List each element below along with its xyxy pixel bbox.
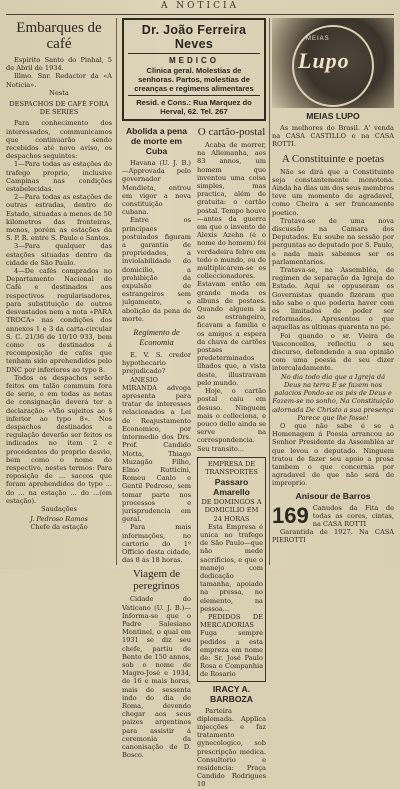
ad-title-lupo: MEIAS LUPO [306,111,360,121]
signature-role: Chefe da estação [30,523,88,532]
body-para: 4—De cafés comprados no Departamento Nacional do Café e destinados aos respectivos regularisadores, para substituição de outros desvastados nem a nota «PARA TROCA» nas condições dos annexos 1 e 3 da carta-circular S. C. 21/36 de 10/10 933, bem como os destinados á recomposição de cafés que tenham sido aprehendidos pelo DNC por inferiores ao typo 8. [6,267,112,374]
body-para: Entre os principaes postulados figuram a garantia de propriedades, a inviolabilidade do domicilio, a prohibição da expulsão de estrangeiros sem julgamento, e abolição da pena de morte. [122,216,191,323]
ad-body-lupo: As melhores do Brasil. A' venda na CASA CASTILLO e na CASA ROTTI. [272,124,394,149]
body-para: Saudações [41,504,77,513]
logo-word: Lupo [298,48,350,73]
ad-body-barros: Canudos da Fita de todas as cores, cintas, na CASA ROTTI [312,503,394,528]
doctor-specialty: MEDICO [169,56,219,65]
lupo-logo [272,18,394,108]
transport-sub: DE DOMINGOS A DOMICILIO EM 24 HORAS [201,498,262,523]
body-para: 1—Para todas as estações do trafego proprio, inclusive Campinas nas condições estabelecidas. [6,160,112,194]
body-para: Tratava-se, na Assembléa, de regimen de separação da Igreja do Estado. Aqui se oppuseram os Governistas quando fizeram que não sabe o que poderia haver com os limitados de poder ser reformados. Apresentou o que aquellas as ultimas quarenta no pé. [272,266,394,332]
body-para: Tratava-se de uma nova discussão na Camara dos Deputados. Eu soube na sessão por perguntas ao deputado por S. Paulo, e nada mais sabemos ser os parlamentarios. [272,216,394,266]
article-title-cuba: Abolida a pena de morte em Cuba [125,126,188,156]
signature: J. Pedroso Ramos [30,515,88,524]
transport-body: Esta Empresa é unica no trafego de São Paulo—que não mede sacrificios, e que o manejo com dedicação tamanha, apoiado na pressa, no elemento, na pessoa... [200,522,263,613]
article-title-peregrinos: Viagem de peregrinos [132,568,181,593]
barros-ad [272,504,394,529]
body-para: Todos os despachos serão feitos em talão commum fora de serie, e em todas as notas de consignação deverá ter a declaração: «Vão sujeitos ao § inferior ao typo 8». Nos despachos destinados a regulação deverão ser feitos os indicados no item 2 e procedentes do proprio desvio, bem como o nome do respectivo, nestes termos: Para reposição de ... saccos que foram aprehendidos do typo ... do ... na estação ... do ...(em estação). [6,373,112,505]
column-right [272,18,394,545]
salutation-nesta: Nesta [49,88,69,97]
handwritten-heading: Regimento de Economia [133,327,180,348]
column-embarques [6,18,112,531]
body-para: Cidade do Vaticano (U. J. B.)—Informa-se que o Padre Salesiano Montinel, o qual em 1931 se diz seu chefe, partiu de Bento de 150 annos, sob o nome de Magro-José e 1934, de 16 e mais horas, mais de sessenta indo do dia de Roma, devendo chegar aos seus paizes argentinos para assistir á ceremonia da canonisação de D. Bosco. [122,595,191,760]
transport-ad [197,457,266,682]
transport-name: Passaro Amarello [213,477,250,498]
transport-head: EMPRESA DE TRANSPORTES [205,459,258,476]
logo-small-text: MEIAS [306,36,330,42]
masthead: A NOTICIA [160,1,240,11]
poem: No dia todo dia que a Igreja dá Deus na terra E se fazem nos palacios Pondo-se os pés de Deus e Fazem-se no sonho, Na Constituição adornada De Christo a sua presença Parece que lhe fosse! [272,372,394,422]
column-divider [116,18,117,565]
doctor-name: Dr. João Ferreira Neves [141,23,247,51]
midwife-body: Parteira diplomada. Applica injecções e faz tratamento gynecologico, sob prescripção medica. Consultorio e residencia: Praça Candido Rodrigues 10 [197,706,266,789]
ad-number: 169 [272,502,309,528]
salutation: Illmo. Snr. Redactor da «A Noticia». [6,72,112,89]
article-title-cartao: O cartão-postal [197,126,266,138]
subhead-despachos: DESPACHOS DE CAFÉ FORA DE SERIES [9,100,109,117]
dateline: Espirito Santo do Pinhal, 5 de Abril de 1934. [6,56,112,73]
top-rule [6,14,394,15]
article-title-constituinte: A Constituinte e poetas [281,152,385,165]
body-para: Havana (U. J. B.)—Approvada pelo governador Mendieta, entrou em vigor a nova constituição cubana. [122,159,191,217]
body-para: Para conhecimento dos interessados, communicamos que continuarão sendo recebidos até novo aviso, os despachos seguintes: [6,119,112,161]
body-para: Acaba de morrer, na Allemanha, aos 83 annos, um homem que inventou uma coisa simples, mas practica, além de gratuita: o cartão postal. Tempo houve—antes da guerra em que o invento de Alexis Azehn (é o nome do homem) foi verdadeira febre em todo o mundo, ou de multiplicarem-se os colleccionadores. Estavam então em grande moda os albuns de postaes. Quando alguem ia ao estrangeiro, ficavam a familia e os amigos a espera da chuva de cartões postaes predeterminados ilhados que, a vista deste, illustravam pelo mundo. [197,141,266,387]
column-middle [122,18,266,789]
body-para: 2—Para todas as estações de outras estradas, dentro do Estado, situadas a menos de 50 kilometros das fronteiras, menos, porém as estações da S. P. R. entre S. Paulo e Santos. [6,193,112,243]
doctor-address: Resid. e Cons.: Rua Marquez do Herval, 62. Tel. 267 [136,98,252,116]
body-para: E. V. S. credor hypothecario prejudicado? [122,351,191,376]
body-para: O que não sabe é se a Homenagem á Poesia arrancou ao Senhor Presidente da Assembléa ar que levou o deputado. Ninguem tratou de fazer seu apoio a prosa tambem o que concernia por agradavel de que não será de improprio. [272,421,394,488]
footer-note: Garantida de 1927. Na CASA PIEROTTI [272,528,394,545]
body-para: Hoje, o cartão postal caiu em desuso. Ninguem mais o colleciona, e pouco delle ainda se serve na correspondencia. Seu transito... [197,387,266,453]
ad-title-barros: Anisour de Barros [295,490,371,501]
article-title-embarques: Embarques de café [16,20,102,52]
midwife-name: IRACY A. BARBOZA [210,683,253,704]
column-cartao [197,124,266,789]
body-para: ANESIO MIRANDA advoga apresenta para tratar de interesses relacionados a Lei de Reajustamento Economico, por intermedio dos Drs. Prof. Candido Motta, Thiago Muzagão Filho, Elmo Rutticini, Romeu Canlo e Gentil Pedroso, sem tomar parte nos processos e jurisprudencia em geral. [122,375,191,524]
doctor-services: Clinica geral. Molestias de senhoras. Partos, molestias de creanças e regimens alimentares [134,66,254,93]
body-para: Não se dirá que a Constituinte seja constantemente monotona. Ainda ha dias um dos seus membros teve um momento de agradavel, como Cheira a ser francamente poetico. [272,167,394,217]
transport-orders: PEDIDOS DE MERCADORIAS Fuga sempre pedidos a esta empreza em nome de: Sr. José Paulo Rosa e Companhia de Rosario [200,612,263,679]
doctor-ad [122,18,266,121]
body-para: Para mais informações, no cartorio do 1º Officio desta cidade, das 8 ás 18 horas. [122,523,191,565]
column-cuba [122,124,191,789]
body-para: Foi quando o sr. Vieira de Vasconcellos, reflectiu o seu discurso, defendendo a sua opinião com uma poesia de seu dizer intercaladamente. [272,331,394,373]
column-divider [269,18,270,565]
body-para: 3—Para qualquer das estações situadas dentro da cidade de São Paulo. [6,242,112,267]
